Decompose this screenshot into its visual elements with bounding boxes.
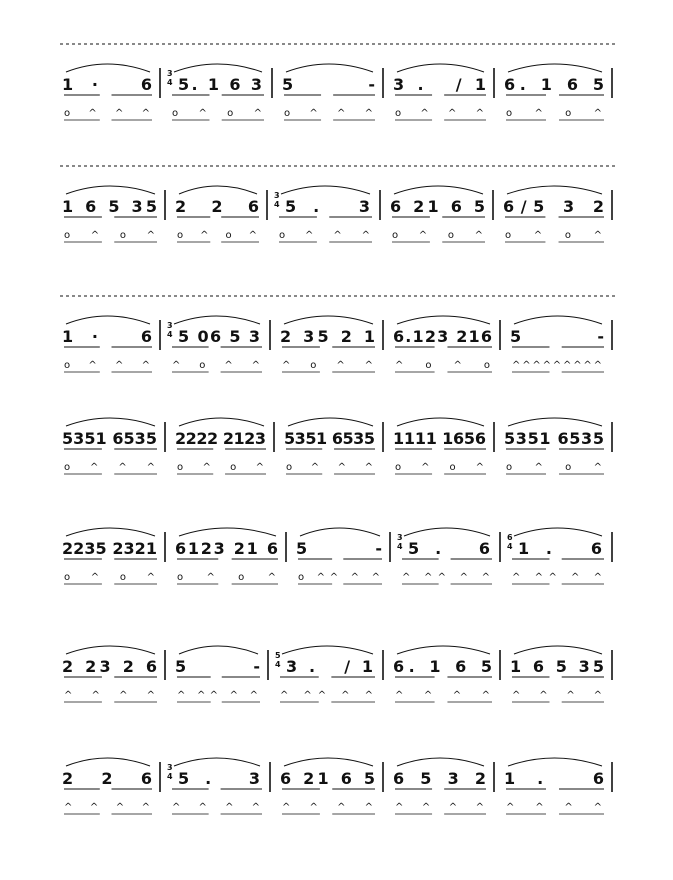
measure-notes: 6.123 216	[393, 327, 492, 346]
measure-notes: 1. 6	[518, 539, 602, 558]
technique-marks: ^ ^^ ^ ^	[402, 572, 490, 583]
technique-marks: o ^ o ^	[395, 462, 484, 473]
measure-notes: 6. 1 6 5	[504, 75, 604, 94]
measure-notes: 1· 6	[62, 327, 152, 346]
technique-marks: o ^ o ^	[64, 572, 155, 583]
slur	[174, 316, 260, 324]
time-signature-top: 3	[397, 533, 403, 542]
slur	[179, 418, 264, 426]
measure-notes: 5351 6535	[504, 429, 604, 448]
measure-notes: 1 6 5 35	[62, 197, 157, 216]
time-signature-top: 3	[167, 69, 173, 78]
slur	[179, 186, 257, 194]
time-signature-bottom: 4	[397, 542, 403, 551]
technique-marks: o ^ ^ ^	[64, 360, 150, 371]
slur	[179, 646, 258, 654]
slur	[404, 528, 490, 536]
technique-marks: o ^ o ^	[177, 230, 257, 241]
time-signature-bottom: 4	[167, 772, 173, 781]
slur	[66, 758, 150, 766]
measure-notes: 2222 2123	[175, 429, 266, 448]
technique-marks: ^^^^^^^^^	[512, 360, 602, 371]
measure-notes: 2235 2321	[62, 539, 157, 558]
technique-marks: o ^ o ^	[505, 230, 602, 241]
measure-notes: 5. 1 6 3	[178, 75, 262, 94]
measure-notes: 2 23 2 6	[62, 657, 157, 676]
measure-notes: 3. /1	[286, 657, 373, 676]
technique-marks: ^ ^ ^ ^	[395, 690, 490, 701]
technique-marks: ^ ^^ ^ ^	[512, 572, 602, 583]
technique-marks: o ^ ^ ^	[395, 108, 484, 119]
measure-notes: 6 21 6 5	[390, 197, 485, 216]
measure-notes: 6/5 3 2	[503, 197, 604, 216]
technique-marks: o ^ o ^	[177, 462, 264, 473]
measure-notes: 6123 21 6	[175, 539, 278, 558]
slur	[397, 64, 484, 72]
technique-marks: ^ ^^ ^ ^	[280, 690, 373, 701]
technique-marks: o ^ o ^	[392, 230, 483, 241]
technique-marks: o ^ o ^	[177, 572, 276, 583]
measure-notes: 1111 1656	[393, 429, 486, 448]
technique-marks: o ^ ^ ^	[279, 230, 370, 241]
time-signature-bottom: 4	[274, 200, 280, 209]
slur	[397, 418, 484, 426]
slur	[508, 64, 602, 72]
technique-marks: o ^^ ^ ^	[298, 572, 380, 583]
slur	[282, 646, 373, 654]
time-signature-bottom: 4	[507, 542, 513, 551]
slur	[508, 758, 602, 766]
measure-notes: 6 21 6 5	[280, 769, 375, 788]
slur	[66, 64, 150, 72]
slur	[394, 186, 483, 194]
technique-marks: o ^ ^ ^	[64, 108, 150, 119]
measure-notes: 5. 3	[285, 197, 370, 216]
technique-marks: ^ ^ ^ ^	[395, 802, 484, 813]
time-signature-bottom: 4	[275, 660, 281, 669]
time-signature-top: 5	[275, 651, 281, 660]
technique-marks: o ^ o ^	[506, 462, 602, 473]
measure-notes: 5 -	[510, 327, 604, 346]
technique-marks: ^ ^ ^ ^	[506, 802, 602, 813]
technique-marks: ^ ^ ^ ^	[64, 690, 155, 701]
technique-marks: ^ o ^ o	[395, 360, 490, 371]
measure-notes: 1. 6	[504, 769, 604, 788]
measure-notes: 1 6 5 35	[510, 657, 604, 676]
technique-marks: ^ ^ ^ ^	[172, 802, 260, 813]
technique-marks: o ^ o ^	[64, 230, 155, 241]
measure-notes: 5 -	[282, 75, 375, 94]
measure-notes: 5 -	[175, 657, 260, 676]
technique-marks: o ^ o ^	[506, 108, 602, 119]
slur	[514, 528, 602, 536]
technique-marks: ^ o ^ ^	[282, 360, 373, 371]
slur	[66, 646, 155, 654]
measure-notes: 5351 6535	[284, 429, 375, 448]
measure-notes: 2 2 6	[62, 769, 152, 788]
slur	[66, 186, 155, 194]
measure-notes: 6. 1 6 5	[393, 657, 492, 676]
slur	[174, 758, 260, 766]
technique-marks: ^ o ^ ^	[172, 360, 260, 371]
technique-marks: ^ ^^ ^ ^	[177, 690, 258, 701]
slur	[514, 646, 602, 654]
technique-marks: o ^ ^ ^	[284, 108, 373, 119]
slur	[397, 758, 484, 766]
measure-notes: 5. 6	[408, 539, 490, 558]
slur	[508, 418, 602, 426]
slur	[281, 186, 370, 194]
technique-marks: ^ ^ ^ ^	[64, 802, 150, 813]
time-signature-top: 6	[507, 533, 513, 542]
time-signature-top: 3	[274, 191, 280, 200]
measure-notes: 5. 3	[178, 769, 260, 788]
time-signature-bottom: 4	[167, 330, 173, 339]
slur	[284, 316, 373, 324]
technique-marks: o ^ ^ ^	[286, 462, 373, 473]
measure-notes: 5351 6535	[62, 429, 157, 448]
time-signature-top: 3	[167, 763, 173, 772]
slur	[514, 316, 602, 324]
time-signature-bottom: 4	[167, 78, 173, 87]
technique-marks: o ^ o ^	[172, 108, 262, 119]
slur	[507, 186, 602, 194]
slur	[66, 418, 155, 426]
time-signature-top: 3	[167, 321, 173, 330]
slur	[179, 528, 276, 536]
technique-marks: ^ ^ ^ ^	[282, 802, 373, 813]
technique-marks: ^ ^ ^ ^	[512, 690, 602, 701]
measure-notes: 3. /1	[393, 75, 486, 94]
slur	[284, 758, 373, 766]
slur	[174, 64, 262, 72]
measure-notes: 2 2 6	[175, 197, 259, 216]
slur	[397, 316, 490, 324]
slur	[66, 528, 155, 536]
measure-notes: 6 5 3 2	[393, 769, 486, 788]
slur	[300, 528, 380, 536]
slur	[66, 316, 150, 324]
measure-notes: 5 06 5 3	[178, 327, 260, 346]
measure-notes: 1· 6	[62, 75, 152, 94]
measure-notes: 2 35 2 1	[280, 327, 375, 346]
slur	[288, 418, 373, 426]
slur	[286, 64, 373, 72]
measure-notes: 5 -	[296, 539, 382, 558]
technique-marks: o ^ ^ ^	[64, 462, 155, 473]
slur	[397, 646, 490, 654]
